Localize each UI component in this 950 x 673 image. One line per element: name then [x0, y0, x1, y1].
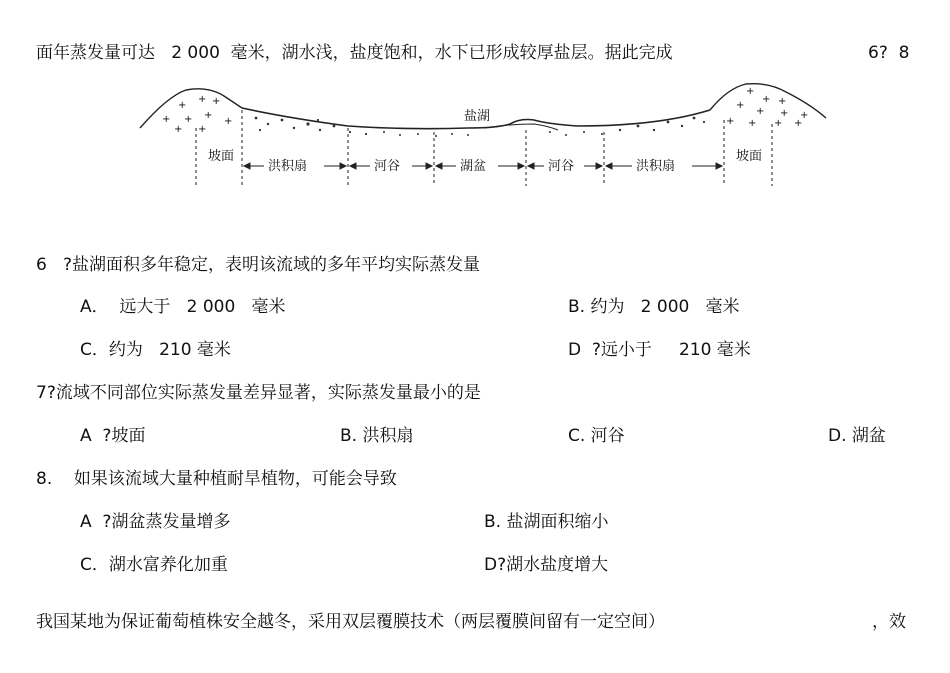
question-6-option-b: B. 约为 2 000 毫米: [568, 297, 740, 317]
svg-text:+: +: [762, 94, 771, 105]
question-7-option-c: C. 河谷: [568, 426, 625, 446]
question-7-option-a: A ?坡面: [80, 426, 146, 446]
svg-text:+: +: [224, 116, 233, 127]
question-6-option-d: D ?远小于 210 毫米: [568, 340, 751, 360]
svg-text:+: +: [756, 106, 765, 117]
question-8-option-d: D?湖水盐度增大: [484, 555, 609, 575]
svg-text:+: +: [774, 118, 783, 129]
question-7-option-b: B. 洪积扇: [340, 426, 414, 446]
zone-label-slope-right: 坡面: [736, 149, 763, 164]
zone-label-alluvial-fan-left: 洪积扇: [268, 159, 308, 174]
question-6-stem: 6 ?盐湖面积多年稳定，表明该流域的多年平均实际蒸发量: [36, 255, 481, 275]
question-7-stem: 7?流域不同部位实际蒸发量差异显著，实际蒸发量最小的是: [36, 383, 481, 403]
question-6-option-a: A． 远大于 2 000 毫米: [80, 297, 286, 317]
svg-text:+: +: [174, 124, 183, 135]
question-8-option-c: C．湖水富养化加重: [80, 555, 228, 575]
svg-text:+: +: [794, 118, 803, 129]
svg-text:+: +: [778, 96, 787, 107]
question-8-option-b: B. 盐湖面积缩小: [484, 512, 609, 532]
question-7-option-d: D. 湖盆: [828, 426, 886, 446]
question-8-option-a: A ?湖盆蒸发量增多: [80, 512, 231, 532]
svg-text:+: +: [746, 86, 755, 97]
zone-label-valley-right: 河谷: [548, 159, 575, 174]
svg-text:+: +: [800, 110, 809, 121]
salt-lake-basin-diagram: [138, 80, 828, 190]
svg-text:+: +: [736, 100, 745, 111]
footer-tail: ，效: [872, 612, 906, 632]
lake-label: 盐湖: [464, 109, 491, 124]
zone-label-alluvial-fan-right: 洪积扇: [636, 159, 676, 174]
question-6-option-c: C．约为 210 毫米: [80, 340, 231, 360]
footer-text: 我国某地为保证葡萄植株安全越冬，采用双层覆膜技术（两层覆膜间留有一定空间）: [36, 612, 665, 632]
svg-text:+: +: [204, 110, 213, 121]
svg-text:+: +: [212, 96, 221, 107]
zone-label-slope-left: 坡面: [208, 149, 235, 164]
svg-text:+: +: [748, 118, 757, 129]
question-range: 6? 8: [868, 43, 910, 63]
svg-text:+: +: [184, 114, 193, 125]
svg-text:+: +: [726, 116, 735, 127]
svg-text:+: +: [162, 114, 171, 125]
svg-text:+: +: [198, 124, 207, 135]
svg-text:+: +: [198, 94, 207, 105]
zone-label-lake-basin: 湖盆: [460, 159, 487, 174]
svg-text:+: +: [780, 108, 789, 119]
zone-labels: [208, 148, 762, 174]
question-8-stem: 8. 如果该流域大量种植耐旱植物，可能会导致: [36, 469, 397, 489]
intro-text: 面年蒸发量可达 2 000 毫米，湖水浅，盐度饱和，水下已形成较厚盐层。据此完成: [36, 43, 673, 63]
svg-text:+: +: [178, 100, 187, 111]
zone-label-valley-left: 河谷: [374, 159, 401, 174]
